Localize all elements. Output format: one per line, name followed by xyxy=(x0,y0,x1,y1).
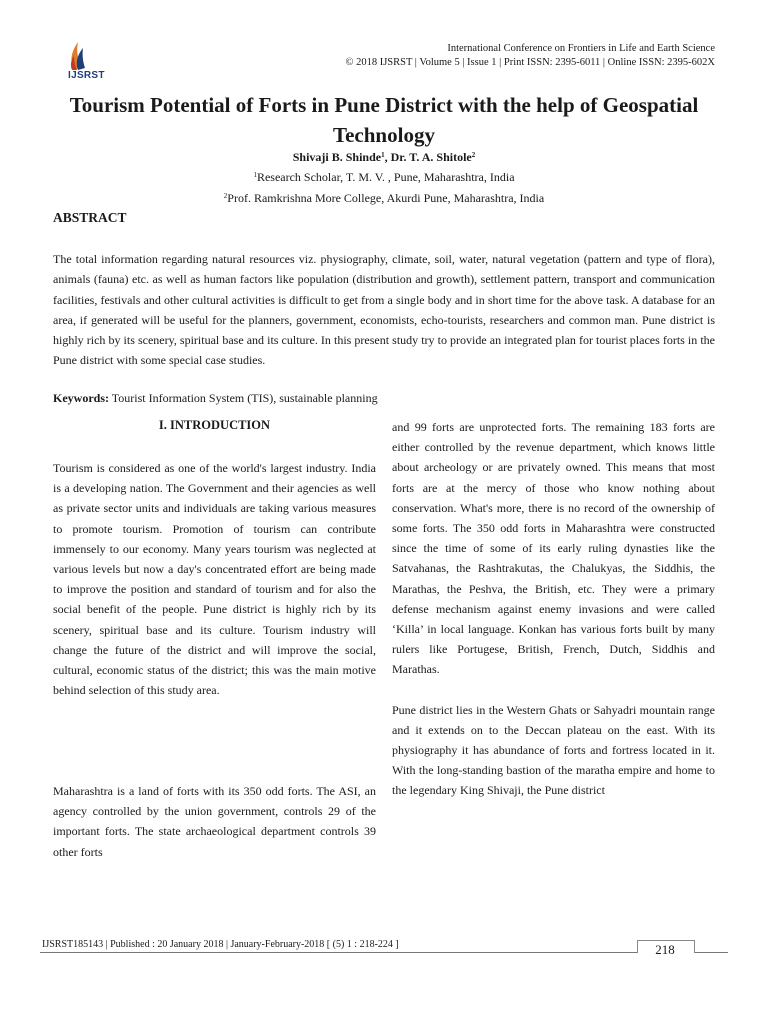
left-column-paragraph-2 xyxy=(53,781,376,862)
keywords-label: Keywords: xyxy=(53,391,109,405)
right-column xyxy=(392,417,715,801)
footer-divider xyxy=(40,952,728,953)
issn-line: © 2018 IJSRST | Volume 5 | Issue 1 | Print ISSN: 2395-6011 | Online ISSN: 2395-602X xyxy=(345,57,715,68)
authors xyxy=(0,150,768,165)
abstract-body: The total information regarding natural resources viz. physiography, climate, soil, water, natural vegetation (pattern and type of flora), animals (fauna) etc. as well as human factors like population (distribution and growth), settlement pattern, transport and communication facilities, festivals and other cultural activities is difficult to get from a single body and in short time for the above task. A database for an area, if generated will be useful for the planners, government, economists, echo-tourists, researchers and common man. Pune district is highly rich by its scenery, spiritual base and its culture. In this present study try to provide an integrated plan for tourist places forts in the Pune district with some special case studies. xyxy=(53,252,715,368)
affiliation-2-sup: 2 xyxy=(223,192,228,200)
author-1: Shivaji B. Shinde xyxy=(292,150,382,164)
author-2-sup: 2 xyxy=(471,151,476,159)
ijsrst-logo xyxy=(66,40,126,84)
affiliation-1-sup: 1 xyxy=(253,171,257,179)
affiliation-1-text: Research Scholar, T. M. V. , Pune, Maharashtra, India xyxy=(256,170,515,184)
keywords xyxy=(53,391,378,406)
author-2: Dr. T. A. Shitole xyxy=(390,150,472,164)
intro-paragraph-4: Pune district lies in the Western Ghats or Sahyadri mountain range and it extends on to the Deccan plateau on the east. With its physiography it has abundance of forts and fortress located in it. With the long-standing bastion of the maratha empire and home to the legendary King Shivaji, the Pune district xyxy=(392,702,715,798)
affiliation-2-text: Prof. Ramkrishna More College, Akurdi Pune, Maharashtra, India xyxy=(227,191,545,205)
left-column-paragraph-1 xyxy=(53,458,376,700)
keywords-text: Tourist Information System (TIS), sustainable planning xyxy=(109,391,378,405)
footer-citation: IJSRST185143 | Published : 20 January 2018 | January-February-2018 [ (5) 1 : 218-224 ] xyxy=(42,939,399,950)
introduction-heading: I. INTRODUCTION xyxy=(158,418,271,432)
page-number: 218 xyxy=(655,942,675,957)
intro-paragraph-3: and 99 forts are unprotected forts. The remaining 183 forts are either controlled by the revenue department, which knows little about archeology or are privately owned. This means that most forts are at the mercy of those who know nothing about conservation. What's more, there is no record of the ownership of some forts. The 350 odd forts in Maharashtra were constructed since the time of some of its early ruling dynasties like the Satvahanas, the Rashtrakutas, the Chalukyas, the Siddhis, the Marathas, the Peshva, the British, etc. They were a primary defense mechanism against enemy invasions and were called ‘Killa’ in local language. Konkan has various forts built by many rulers like Portugese, British, French, Dutch, Siddhis and Marathas. xyxy=(392,420,715,677)
conference-name: International Conference on Frontiers in Life and Earth Science xyxy=(447,43,715,54)
paper-title: Tourism Potential of Forts in Pune District with the help of Geospatial Technology xyxy=(69,93,699,147)
abstract-heading: ABSTRACT xyxy=(53,210,127,225)
intro-paragraph-2: Maharashtra is a land of forts with its 350 odd forts. The ASI, an agency controlled by the union government, controls 29 of the important forts. The state archaeological department controls 39 other forts xyxy=(53,784,376,859)
affiliation-1 xyxy=(0,170,768,185)
intro-paragraph-1: Tourism is considered as one of the world's largest industry. India is a developing nation. The Government and their agencies as well as private sector units and individuals are taking various measures to promote tourism. Promotion of tourism can contribute immensely to our economy. Many years tourism was neglected at various levels but now a day's concentrated effort are being made to improve the position and standard of tourism and for also the social benefit of the people. Pune district is highly rich by its scenery, spiritual base and its culture. Tourism industry will change the future of the district and will improve the social, cultural, economic status of the district; this was the main motive behind selection of this study area. xyxy=(53,461,376,698)
affiliation-2 xyxy=(0,191,768,206)
logo-text: IJSRST xyxy=(68,70,105,81)
flame-logo-icon xyxy=(66,40,106,72)
author-1-sup: 1 xyxy=(381,151,385,159)
author-separator: , xyxy=(384,150,391,164)
